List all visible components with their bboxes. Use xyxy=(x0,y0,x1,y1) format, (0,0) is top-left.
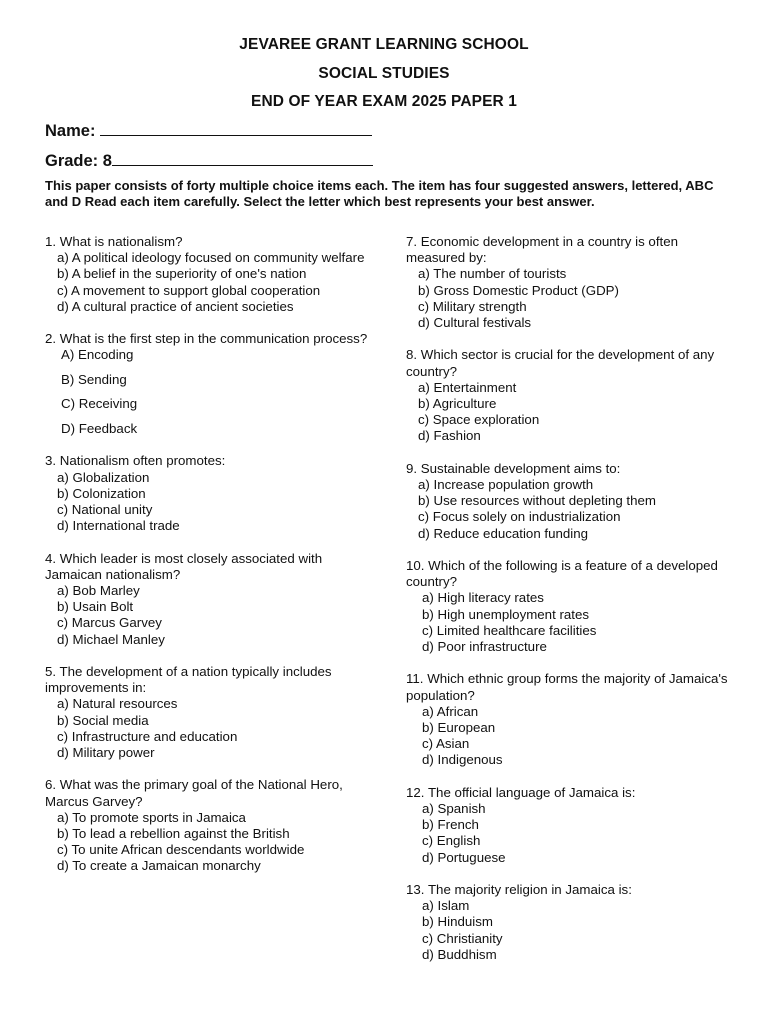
answer-option: a) A political ideology focused on community welfare xyxy=(57,250,365,266)
answer-option: d) Cultural festivals xyxy=(418,315,532,331)
question-text: 11. Which ethnic group forms the majority of Jamaica's population? xyxy=(406,671,728,703)
question-3 xyxy=(45,453,380,534)
answer-option: b) Social media xyxy=(57,712,149,728)
name-blank-line xyxy=(100,121,372,136)
answer-option: c) Focus solely on industrialization xyxy=(418,509,621,525)
answer-option: a) Globalization xyxy=(57,469,150,485)
question-text: 8. Which sector is crucial for the development of any country? xyxy=(406,347,715,379)
grade-blank-line xyxy=(112,151,373,166)
exam-title: END OF YEAR EXAM 2025 PAPER 1 xyxy=(251,93,517,110)
question-text: 10. Which of the following is a feature of a developed country? xyxy=(406,558,718,590)
question-13 xyxy=(406,882,736,963)
answer-option: B) Sending xyxy=(61,371,127,387)
answer-option: d) Fashion xyxy=(418,428,481,444)
answer-option: b) To lead a rebellion against the British xyxy=(57,825,290,841)
question-6 xyxy=(45,777,380,874)
answer-option: c) English xyxy=(422,833,481,849)
answer-option: d) Indigenous xyxy=(422,752,503,768)
answer-option: d) To create a Jamaican monarchy xyxy=(57,858,261,874)
question-text: 9. Sustainable development aims to: xyxy=(406,460,621,476)
question-text: 13. The majority religion in Jamaica is: xyxy=(406,882,632,898)
answer-option: C) Receiving xyxy=(61,396,138,412)
answer-option: a) The number of tourists xyxy=(418,266,567,282)
answer-option: d) Michael Manley xyxy=(57,631,165,647)
answer-option: a) Bob Marley xyxy=(57,582,140,598)
answer-option: b) Hinduism xyxy=(422,914,493,930)
grade-field xyxy=(45,151,373,171)
exam-header xyxy=(0,36,768,122)
answer-option: c) To unite African descendants worldwide xyxy=(57,842,305,858)
answer-option: d) Reduce education funding xyxy=(418,525,589,541)
school-name: JEVAREE GRANT LEARNING SCHOOL xyxy=(239,36,529,53)
question-text: 12. The official language of Jamaica is: xyxy=(406,784,636,800)
answer-option: d) International trade xyxy=(57,518,180,534)
question-10 xyxy=(406,558,736,655)
answer-option: d) Buddhism xyxy=(422,946,497,962)
answer-option: c) Space exploration xyxy=(418,412,540,428)
answer-option: d) Portuguese xyxy=(422,849,506,865)
question-5 xyxy=(45,664,380,761)
question-2 xyxy=(45,331,380,437)
answer-option: a) Natural resources xyxy=(57,696,178,712)
subject-title: SOCIAL STUDIES xyxy=(318,64,450,82)
answer-option: c) Limited healthcare facilities xyxy=(422,622,597,638)
question-text: 3. Nationalism often promotes: xyxy=(45,453,226,469)
question-7 xyxy=(406,234,736,331)
answer-option: a) High literacy rates xyxy=(422,590,544,606)
question-text: 7. Economic development in a country is often measured by: xyxy=(406,234,678,266)
question-text: 1. What is nationalism? xyxy=(45,234,183,249)
question-text: 5. The development of a nation typically includes improvements in: xyxy=(45,663,332,696)
answer-option: b) Gross Domestic Product (GDP) xyxy=(418,282,619,298)
answer-option: b) French xyxy=(422,817,479,833)
answer-option: c) Infrastructure and education xyxy=(57,728,238,744)
answer-option: b) Agriculture xyxy=(418,396,497,412)
answer-option: b) Colonization xyxy=(57,485,146,501)
answer-option: d) Military power xyxy=(57,744,155,760)
right-column xyxy=(406,234,736,979)
name-label: Name: xyxy=(45,122,96,140)
answer-option: b) Use resources without depleting them xyxy=(418,493,656,509)
question-text: 6. What was the primary goal of the National Hero, Marcus Garvey? xyxy=(45,777,343,809)
question-11 xyxy=(406,671,736,768)
answer-option: b) European xyxy=(422,720,496,736)
answer-option: a) Entertainment xyxy=(418,379,517,395)
question-text: 2. What is the first step in the communication process? xyxy=(45,331,368,347)
left-column xyxy=(45,234,380,891)
answer-option: d) A cultural practice of ancient societies xyxy=(57,298,294,314)
answer-option: c) Military strength xyxy=(418,298,527,314)
question-4 xyxy=(45,551,380,648)
answer-option: b) High unemployment rates xyxy=(422,606,590,622)
answer-option: a) Increase population growth xyxy=(418,477,594,493)
question-text: 4. Which leader is most closely associated with Jamaican nationalism? xyxy=(45,550,323,582)
answer-option: A) Encoding xyxy=(61,347,134,363)
name-field xyxy=(45,121,372,141)
answer-option: c) Marcus Garvey xyxy=(57,615,162,631)
answer-option: D) Feedback xyxy=(61,420,138,436)
answer-option: c) National unity xyxy=(57,501,153,517)
answer-option: a) African xyxy=(422,703,479,719)
answer-option: a) Islam xyxy=(422,898,470,914)
question-9 xyxy=(406,461,736,542)
question-8 xyxy=(406,347,736,444)
question-1 xyxy=(45,234,380,315)
answer-option: a) To promote sports in Jamaica xyxy=(57,809,246,825)
answer-option: c) Asian xyxy=(422,736,470,752)
answer-option: c) Christianity xyxy=(422,930,503,946)
answer-option: d) Poor infrastructure xyxy=(422,639,547,655)
answer-option: b) A belief in the superiority of one's nation xyxy=(57,266,307,282)
answer-option: a) Spanish xyxy=(422,801,486,817)
answer-option: b) Usain Bolt xyxy=(57,599,134,615)
instructions: This paper consists of forty multiple choice items each. The item has four suggested answers, lettered, ABC and D Read each item carefully. Select the letter which best represents your best answer. xyxy=(45,178,714,210)
question-12 xyxy=(406,785,736,866)
grade-label: Grade: 8 xyxy=(45,152,112,170)
answer-option: c) A movement to support global cooperation xyxy=(57,282,321,298)
